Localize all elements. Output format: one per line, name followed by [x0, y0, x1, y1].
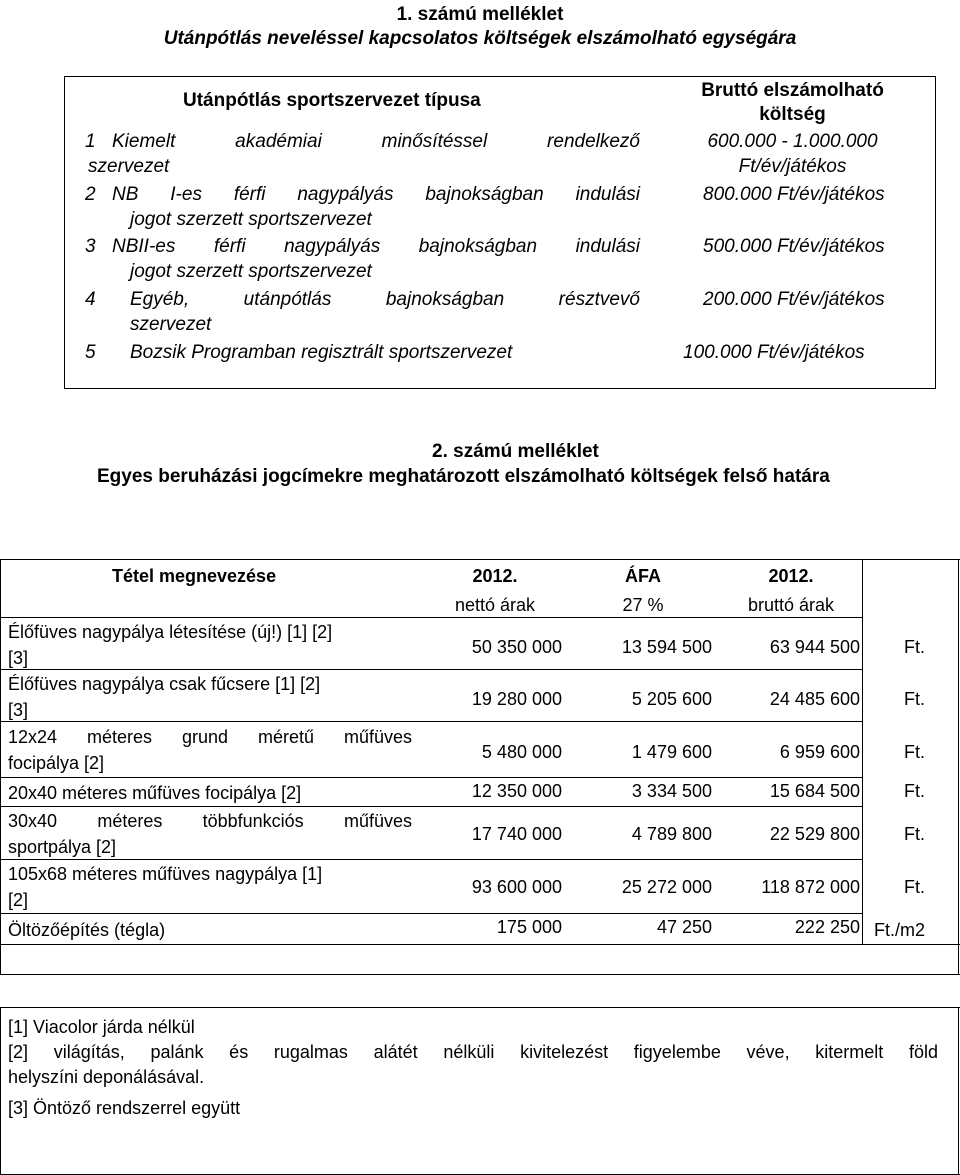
item-line1: 30x40 méteres többfunkciós műfüves — [8, 811, 412, 831]
subheader-vat: 27 % — [622, 595, 664, 615]
net-value: 175 000 — [496, 917, 562, 937]
header-gross: 2012. — [768, 566, 814, 586]
item-line2: [3] — [8, 648, 29, 668]
unit: Ft. — [904, 742, 925, 762]
net-value: 5 480 000 — [481, 742, 562, 762]
footnote-2-continued: helyszíni deponálásával. — [8, 1067, 205, 1087]
net-value: 93 600 000 — [471, 877, 562, 897]
net-value: 12 350 000 — [471, 781, 562, 801]
gross-value: 22 529 800 — [769, 824, 860, 844]
gross-value: 118 872 000 — [761, 877, 860, 897]
item-line1: Élőfüves nagypálya létesítése (új!) [1] [2] — [8, 622, 333, 642]
row-type-line1: Egyéb, utánpótlás bajnokságban résztvevő — [130, 289, 640, 310]
header-type: Utánpótlás sportszervezet típusa — [183, 90, 481, 111]
gross-value: 6 959 600 — [779, 742, 860, 762]
item-line1: Öltözőépítés (tégla) — [8, 920, 166, 940]
row-type-line1: Bozsik Programban regisztrált sportszervezet — [130, 342, 513, 363]
row-cost-line2: Ft/év/játékos — [738, 156, 847, 177]
annex1-title: Utánpótlás neveléssel kapcsolatos költségek elszámolható egységára — [163, 28, 797, 49]
row-number: 2 — [85, 184, 96, 205]
row-type-line2: szervezet — [130, 314, 212, 335]
header-net: 2012. — [472, 566, 518, 586]
item-line2: [2] — [8, 890, 29, 910]
item-line2: sportpálya [2] — [8, 837, 117, 857]
gross-value: 24 485 600 — [769, 689, 860, 709]
row-type-line2: jogot szerzett sportszervezet — [130, 261, 372, 282]
footnote-3: [3] Öntöző rendszerrel együtt — [8, 1098, 241, 1118]
vat-value: 1 479 600 — [631, 742, 712, 762]
row-cost: 200.000 Ft/év/játékos — [703, 289, 885, 310]
unit: Ft. — [904, 689, 925, 709]
row-type-line1: NBII-es férfi nagypályás bajnokságban indulási — [112, 236, 640, 257]
vat-value: 5 205 600 — [631, 689, 712, 709]
vat-value: 13 594 500 — [621, 637, 712, 657]
net-value: 19 280 000 — [471, 689, 562, 709]
row-number: 4 — [85, 289, 96, 310]
unit: Ft. — [904, 824, 925, 844]
unit: Ft. — [904, 877, 925, 897]
row-type-line1: NB I-es férfi nagypályás bajnokságban indulási — [112, 184, 640, 205]
row-type-line2: szervezet — [88, 156, 170, 177]
subheader-gross: bruttó árak — [747, 595, 835, 615]
unit: Ft. — [904, 637, 925, 657]
row-cost: 500.000 Ft/év/játékos — [703, 236, 885, 257]
annex2-number-title: 2. számú melléklet — [432, 441, 599, 462]
header-cost-line2: költség — [759, 104, 826, 125]
header-item: Tétel megnevezése — [112, 566, 277, 586]
header-cost-line1: Bruttó elszámolható — [701, 80, 884, 101]
row-number: 3 — [85, 236, 96, 257]
footnote-2: [2] világítás, palánk és rugalmas alátét nélküli kivitelezést figyelembe véve, kitermelt föld — [8, 1042, 938, 1062]
annex1-number-title: 1. számú melléklet — [396, 4, 564, 25]
net-value: 50 350 000 — [471, 637, 562, 657]
item-line1: 105x68 méteres műfüves nagypálya [1] — [8, 864, 323, 884]
item-line2: [3] — [8, 700, 29, 720]
item-line1: 20x40 méteres műfüves focipálya [2] — [8, 783, 302, 803]
footnote-1: [1] Viacolor járda nélkül — [8, 1017, 195, 1037]
header-vat: ÁFA — [625, 566, 661, 586]
row-number: 1 — [85, 131, 96, 152]
annex2-title: Egyes beruházási jogcímekre meghatározott elszámolható költségek felső határa — [97, 466, 830, 487]
vat-value: 47 250 — [656, 917, 712, 937]
unit: Ft. — [904, 781, 925, 801]
vat-value: 25 272 000 — [621, 877, 712, 897]
net-value: 17 740 000 — [471, 824, 562, 844]
row-cost: 800.000 Ft/év/játékos — [703, 184, 885, 205]
item-line1: 12x24 méteres grund méretű műfüves — [8, 727, 412, 747]
row-cost: 600.000 - 1.000.000 — [707, 131, 878, 152]
gross-value: 15 684 500 — [769, 781, 860, 801]
row-number: 5 — [85, 342, 96, 363]
unit: Ft./m2 — [874, 920, 926, 940]
row-cost: 100.000 Ft/év/játékos — [683, 342, 865, 363]
gross-value: 222 250 — [794, 917, 860, 937]
vat-value: 3 334 500 — [631, 781, 712, 801]
vat-value: 4 789 800 — [631, 824, 712, 844]
subheader-net: nettó árak — [454, 595, 536, 615]
row-type-line1: Kiemelt akadémiai minősítéssel rendelkező — [112, 131, 640, 152]
item-line2: focipálya [2] — [8, 753, 105, 773]
item-line1: Élőfüves nagypálya csak fűcsere [1] [2] — [8, 674, 321, 694]
gross-value: 63 944 500 — [769, 637, 860, 657]
row-type-line2: jogot szerzett sportszervezet — [130, 209, 372, 230]
